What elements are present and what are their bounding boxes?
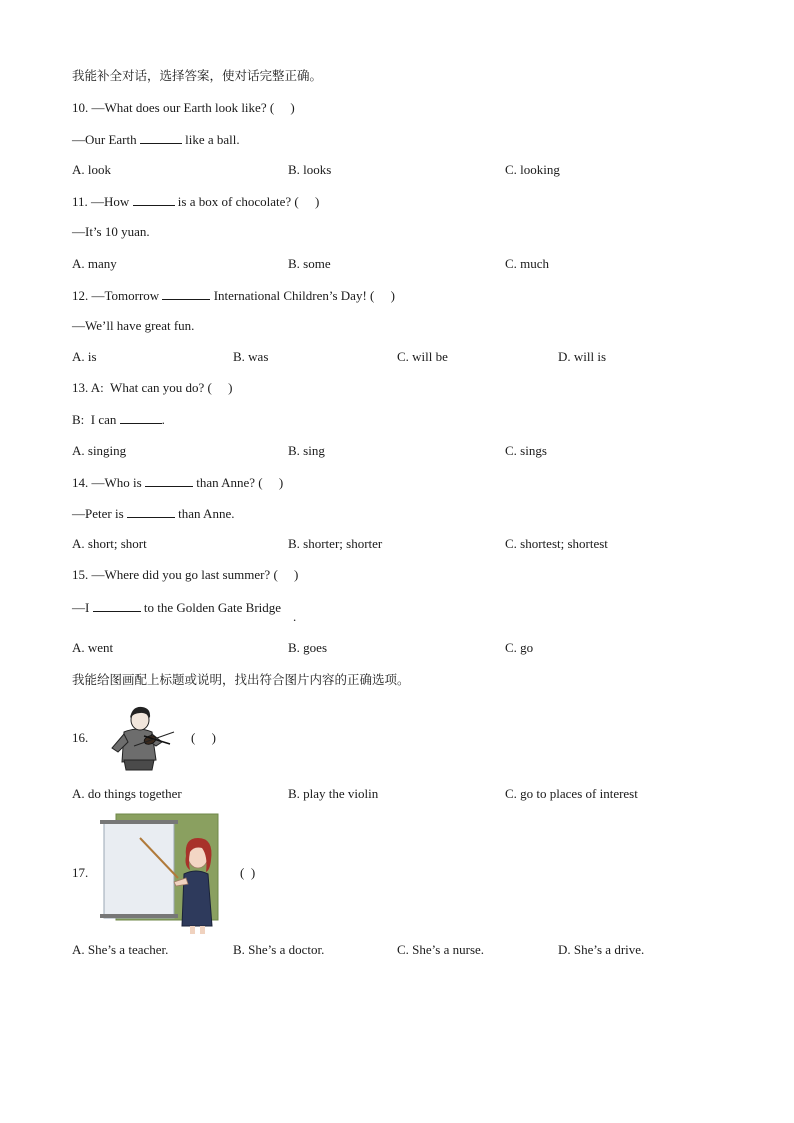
question-15-line: 15. —Where did you go last summer? ( ) [72, 567, 299, 582]
question-14-suffix: than Anne? ( ) [192, 475, 284, 490]
fill-blank[interactable] [133, 193, 175, 206]
teacher-illustration [98, 810, 222, 934]
option-14-c[interactable]: C. shortest; shortest [505, 536, 608, 551]
option-12-b[interactable]: B. was [233, 349, 269, 364]
option-17-c[interactable]: C. She’s a nurse. [397, 942, 485, 957]
question-14-answer [72, 505, 234, 522]
section-instruction-picture: 我能给图画配上标题或说明，找出符合图片内容的正确选项。 [72, 672, 410, 687]
question-13-answer [72, 411, 165, 428]
question-16-bracket: ( ) [191, 730, 216, 745]
question-10-answer [72, 131, 240, 148]
answer-14-prefix: —Peter is [72, 506, 127, 521]
stray-period: . [293, 609, 297, 624]
fill-blank[interactable] [162, 287, 210, 300]
question-14-prefix: 14. —Who is [72, 475, 145, 490]
option-16-c[interactable]: C. go to places of interest [505, 786, 638, 801]
answer-13-prefix: B: I can [72, 412, 120, 427]
option-17-a[interactable]: A. She’s a teacher. [72, 942, 169, 957]
fill-blank[interactable] [93, 599, 141, 612]
question-11-line [72, 193, 319, 210]
question-13-line: 13. A: What can you do? ( ) [72, 380, 233, 395]
option-14-a[interactable]: A. short; short [72, 536, 147, 551]
question-11-answer: —It’s 10 yuan. [72, 224, 150, 239]
violin-player-illustration [104, 702, 176, 772]
answer-15-prefix: —I [72, 600, 93, 615]
option-12-a[interactable]: A. is [72, 349, 97, 364]
question-11-suffix: is a box of chocolate? ( ) [174, 194, 320, 209]
question-17-number: 17. [72, 865, 89, 880]
question-10-text: 10. —What does our Earth look like? ( [72, 100, 275, 115]
answer-15-suffix: to the Golden Gate Bridge [140, 600, 282, 615]
answer-10-suffix: like a ball. [181, 132, 240, 147]
option-11-a[interactable]: A. many [72, 256, 117, 271]
option-15-c[interactable]: C. go [505, 640, 534, 655]
question-14-line [72, 474, 283, 491]
option-17-d[interactable]: D. She’s a drive. [558, 942, 645, 957]
fill-blank[interactable] [127, 505, 175, 518]
question-10-bracket-close: ) [290, 100, 295, 115]
option-16-b[interactable]: B. play the violin [288, 786, 379, 801]
option-15-a[interactable]: A. went [72, 640, 114, 655]
option-11-b[interactable]: B. some [288, 256, 331, 271]
question-12-line [72, 287, 395, 304]
question-12-suffix: International Children’s Day! ( ) [210, 288, 395, 303]
option-13-b[interactable]: B. sing [288, 443, 325, 458]
option-16-a[interactable]: A. do things together [72, 786, 182, 801]
option-15-b[interactable]: B. goes [288, 640, 327, 655]
section-instruction-dialogue: 我能补全对话，选择答案，使对话完整正确。 [72, 68, 323, 83]
option-13-a[interactable]: A. singing [72, 443, 127, 458]
option-12-c[interactable]: C. will be [397, 349, 448, 364]
option-12-d[interactable]: D. will is [558, 349, 607, 364]
option-10-a[interactable]: A. look [72, 162, 111, 177]
option-10-c[interactable]: C. looking [505, 162, 560, 177]
option-10-b[interactable]: B. looks [288, 162, 332, 177]
answer-13-suffix: . [161, 412, 165, 427]
fill-blank[interactable] [140, 131, 182, 144]
question-16-number: 16. [72, 730, 89, 745]
option-17-b[interactable]: B. She’s a doctor. [233, 942, 325, 957]
option-14-b[interactable]: B. shorter; shorter [288, 536, 383, 551]
fill-blank[interactable] [120, 411, 162, 424]
option-11-c[interactable]: C. much [505, 256, 550, 271]
question-15-answer [72, 599, 281, 616]
option-13-c[interactable]: C. sings [505, 443, 547, 458]
fill-blank[interactable] [145, 474, 193, 487]
question-11-prefix: 11. —How [72, 194, 133, 209]
answer-14-suffix: than Anne. [174, 506, 235, 521]
question-12-prefix: 12. —Tomorrow [72, 288, 163, 303]
question-10-line [72, 100, 295, 116]
question-17-bracket: ( ) [240, 865, 256, 880]
question-12-answer: —We’ll have great fun. [72, 318, 195, 333]
answer-10-prefix: —Our Earth [72, 132, 140, 147]
